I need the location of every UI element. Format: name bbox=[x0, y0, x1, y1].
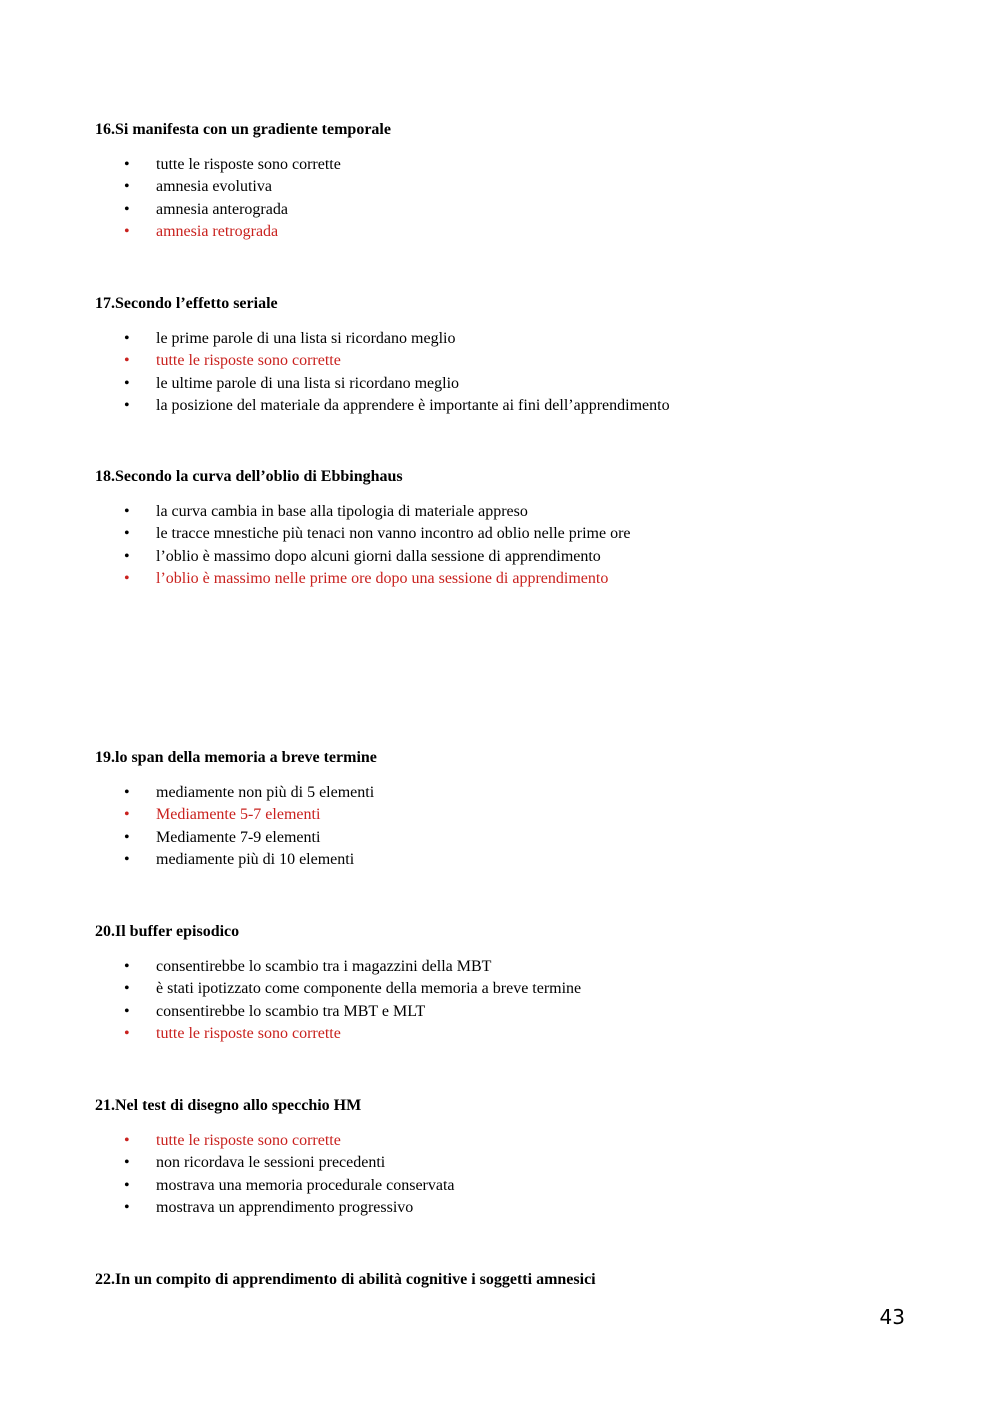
answer-option bbox=[95, 221, 915, 243]
bullet-icon: • bbox=[124, 784, 130, 801]
answer-text: la posizione del materiale da apprendere è importante ai fini dell’apprendimento bbox=[156, 396, 670, 414]
question-16 bbox=[95, 120, 915, 243]
answer-text: amnesia evolutiva bbox=[156, 178, 272, 196]
bullet-icon: • bbox=[124, 1132, 130, 1149]
answer-option bbox=[95, 1023, 915, 1045]
bullet-icon: • bbox=[124, 1198, 130, 1216]
question-title: 21.Nel test di disegno allo specchio HM bbox=[95, 1097, 362, 1114]
question-18 bbox=[95, 467, 915, 590]
answer-option bbox=[95, 523, 915, 545]
question-22 bbox=[95, 1270, 915, 1290]
question-21 bbox=[95, 1096, 915, 1219]
bullet-icon: • bbox=[124, 330, 130, 347]
answer-text: mostrava una memoria procedurale conservata bbox=[156, 1176, 455, 1194]
bullet-icon: • bbox=[124, 828, 130, 846]
bullet-icon: • bbox=[124, 1024, 130, 1042]
answer-text: consentirebbe lo scambio tra i magazzini della MBT bbox=[156, 958, 492, 975]
answer-text: mostrava un apprendimento progressivo bbox=[156, 1198, 414, 1216]
answer-list bbox=[95, 1130, 915, 1219]
answer-option bbox=[95, 827, 915, 849]
answer-text: Mediamente 7-9 elementi bbox=[156, 828, 321, 846]
answer-text: è stati ipotizzato come componente della memoria a breve termine bbox=[156, 980, 582, 998]
bullet-icon: • bbox=[124, 1154, 130, 1172]
answer-option bbox=[95, 1001, 915, 1023]
bullet-icon: • bbox=[124, 547, 130, 565]
answer-option bbox=[95, 328, 915, 350]
bullet-icon: • bbox=[124, 980, 130, 998]
question-20 bbox=[95, 922, 915, 1045]
answer-list bbox=[95, 154, 915, 243]
question-title: 22.In un compito di apprendimento di abilità cognitive i soggetti amnesici bbox=[95, 1271, 596, 1288]
answer-list bbox=[95, 501, 915, 590]
question-title: 17.Secondo l’effetto seriale bbox=[95, 295, 278, 312]
answer-text: amnesia retrograda bbox=[156, 222, 279, 240]
bullet-icon: • bbox=[124, 396, 130, 414]
answer-option bbox=[95, 804, 915, 826]
answer-option bbox=[95, 176, 915, 198]
bullet-icon: • bbox=[124, 806, 130, 824]
bullet-icon: • bbox=[124, 200, 130, 218]
answer-text: le tracce mnestiche più tenaci non vanno incontro ad oblio nelle prime ore bbox=[156, 525, 631, 543]
answer-text: tutte le risposte sono corrette bbox=[156, 352, 341, 370]
answer-text: tutte le risposte sono corrette bbox=[156, 1024, 341, 1042]
answer-list bbox=[95, 956, 915, 1045]
answer-option bbox=[95, 199, 915, 221]
answer-text: la curva cambia in base alla tipologia di materiale appreso bbox=[156, 503, 528, 520]
answer-text: Mediamente 5-7 elementi bbox=[156, 806, 321, 824]
answer-text: mediamente più di 10 elementi bbox=[156, 850, 355, 868]
bullet-icon: • bbox=[124, 569, 130, 587]
answer-option bbox=[95, 501, 915, 523]
bullet-icon: • bbox=[124, 222, 130, 240]
question-17 bbox=[95, 294, 915, 417]
answer-text: l’oblio è massimo dopo alcuni giorni dalla sessione di apprendimento bbox=[156, 547, 601, 565]
answer-text: non ricordava le sessioni precedenti bbox=[156, 1154, 386, 1172]
question-title: 19.lo span della memoria a breve termine bbox=[95, 749, 377, 766]
answer-option bbox=[95, 1175, 915, 1197]
answer-text: amnesia anterograda bbox=[156, 200, 288, 218]
answer-list bbox=[95, 328, 915, 417]
answer-option bbox=[95, 373, 915, 395]
bullet-icon: • bbox=[124, 525, 130, 543]
answer-option bbox=[95, 350, 915, 372]
answer-text: tutte le risposte sono corrette bbox=[156, 1132, 341, 1149]
answer-option bbox=[95, 956, 915, 978]
bullet-icon: • bbox=[124, 503, 130, 520]
answer-option bbox=[95, 568, 915, 590]
answer-option bbox=[95, 1152, 915, 1174]
question-title: 18.Secondo la curva dell’oblio di Ebbinghaus bbox=[95, 468, 403, 485]
answer-text: tutte le risposte sono corrette bbox=[156, 156, 341, 173]
answer-option bbox=[95, 1197, 915, 1219]
question-19 bbox=[95, 748, 915, 871]
bullet-icon: • bbox=[124, 352, 130, 370]
answer-option bbox=[95, 395, 915, 417]
question-title: 16.Si manifesta con un gradiente temporale bbox=[95, 121, 391, 138]
bullet-icon: • bbox=[124, 850, 130, 868]
bullet-icon: • bbox=[124, 178, 130, 196]
bullet-icon: • bbox=[124, 1176, 130, 1194]
answer-list bbox=[95, 782, 915, 871]
answer-option bbox=[95, 154, 915, 176]
answer-option bbox=[95, 978, 915, 1000]
answer-text: mediamente non più di 5 elementi bbox=[156, 784, 375, 801]
answer-option bbox=[95, 546, 915, 568]
answer-text: le ultime parole di una lista si ricordano meglio bbox=[156, 374, 460, 392]
question-title: 20.Il buffer episodico bbox=[95, 923, 240, 940]
answer-option bbox=[95, 782, 915, 804]
page-number: 43 bbox=[879, 1305, 905, 1329]
answer-option bbox=[95, 849, 915, 871]
bullet-icon: • bbox=[124, 958, 130, 975]
answer-text: consentirebbe lo scambio tra MBT e MLT bbox=[156, 1002, 426, 1020]
answer-text: l’oblio è massimo nelle prime ore dopo una sessione di apprendimento bbox=[156, 569, 609, 587]
answer-text: le prime parole di una lista si ricordano meglio bbox=[156, 330, 456, 347]
answer-option bbox=[95, 1130, 915, 1152]
bullet-icon: • bbox=[124, 156, 130, 173]
bullet-icon: • bbox=[124, 1002, 130, 1020]
bullet-icon: • bbox=[124, 374, 130, 392]
